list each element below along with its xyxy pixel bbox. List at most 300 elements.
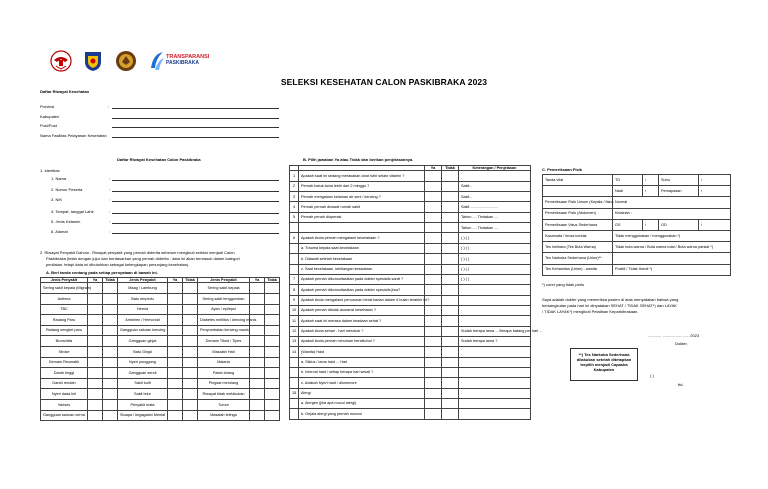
exam-value[interactable]: Positif / Tidak Hamil *) bbox=[613, 264, 731, 275]
tidak-check-cell[interactable] bbox=[183, 389, 198, 400]
tidak-check-cell[interactable] bbox=[265, 368, 280, 379]
ya-answer-cell[interactable] bbox=[425, 171, 442, 181]
table-row bbox=[41, 283, 280, 294]
ya-check-cell[interactable] bbox=[88, 304, 103, 315]
tidak-answer-cell[interactable] bbox=[442, 243, 459, 253]
identity-section-label: 1. Identitas bbox=[40, 168, 60, 173]
explanation-cell[interactable]: Sudah berapa lama ? bbox=[459, 336, 531, 346]
explanation-cell[interactable]: Sudah berapa lama ... Berapa batang per hari ... bbox=[459, 326, 531, 336]
tidak-answer-cell[interactable] bbox=[442, 367, 459, 377]
tidak-check-cell[interactable] bbox=[265, 399, 280, 410]
identity-separator: : bbox=[109, 229, 111, 234]
table-row bbox=[41, 399, 280, 410]
tidak-check-cell[interactable] bbox=[103, 336, 118, 347]
tidak-answer-cell[interactable] bbox=[442, 347, 459, 357]
ya-check-cell[interactable] bbox=[168, 368, 183, 379]
question-text: (Wanita) Haid bbox=[299, 347, 425, 357]
disease-name: Darah rendah bbox=[41, 378, 88, 389]
ya-answer-cell[interactable] bbox=[425, 398, 442, 408]
ya-answer-cell[interactable] bbox=[425, 347, 442, 357]
identity-field-line[interactable] bbox=[112, 223, 279, 224]
tidak-answer-cell[interactable] bbox=[442, 264, 459, 274]
disease-name: Radang sengkel paru bbox=[41, 325, 88, 336]
tidak-check-cell[interactable] bbox=[183, 378, 198, 389]
physical-exam-table bbox=[542, 174, 731, 276]
explanation-cell[interactable] bbox=[459, 285, 531, 295]
ya-answer-cell[interactable] bbox=[425, 367, 442, 377]
ya-check-cell[interactable] bbox=[88, 378, 103, 389]
ya-check-cell[interactable] bbox=[168, 389, 183, 400]
table-row bbox=[290, 254, 531, 264]
tidak-check-cell[interactable] bbox=[183, 368, 198, 379]
explanation-cell[interactable] bbox=[459, 388, 531, 398]
question-number bbox=[290, 254, 299, 264]
ya-answer-cell[interactable] bbox=[425, 336, 442, 346]
ya-check-cell[interactable] bbox=[88, 368, 103, 379]
ya-check-cell[interactable] bbox=[168, 304, 183, 315]
tidak-check-cell[interactable] bbox=[183, 315, 198, 326]
table-row bbox=[290, 202, 531, 212]
table-row bbox=[290, 409, 531, 419]
disease-name: Batu empedu bbox=[118, 294, 168, 305]
table-row bbox=[290, 347, 531, 357]
explanation-cell[interactable]: Sakit... bbox=[459, 181, 531, 191]
question-text: Apakah Anda pernah minuman beralkohol ? bbox=[299, 336, 425, 346]
table-row bbox=[290, 357, 531, 367]
ya-answer-cell[interactable] bbox=[425, 243, 442, 253]
exam-label: Tes Kehamilan (Urine) - wanita bbox=[543, 264, 613, 275]
exam-label: Tanda vital bbox=[543, 175, 613, 186]
question-text: b. Interval haid / setiap berapa hari sekali ? bbox=[299, 367, 425, 377]
identity-field-line[interactable] bbox=[112, 233, 279, 234]
question-text: Apakah saat ini sedang merasakan obat rutin selain vitamin ? bbox=[299, 171, 425, 181]
question-number: 13 bbox=[290, 336, 299, 346]
identity-field-line[interactable] bbox=[112, 213, 279, 214]
question-number: 10 bbox=[290, 305, 299, 315]
table-row bbox=[290, 233, 531, 243]
tidak-answer-cell[interactable] bbox=[442, 274, 459, 284]
identity-label: 3. NIK bbox=[51, 197, 63, 202]
tidak-answer-cell[interactable] bbox=[442, 181, 459, 191]
disease-name: Demam Reumatik bbox=[41, 357, 88, 368]
tidak-answer-cell[interactable] bbox=[442, 357, 459, 367]
identity-separator: : bbox=[109, 176, 111, 181]
ya-check-cell[interactable] bbox=[168, 378, 183, 389]
explanation-cell[interactable] bbox=[459, 367, 531, 377]
ya-check-cell[interactable] bbox=[250, 410, 265, 421]
exam-value[interactable]: / bbox=[643, 175, 659, 186]
disease-name: Patah tulang bbox=[198, 368, 250, 379]
question-text: a. Siklus / lama haid ... Hari bbox=[299, 357, 425, 367]
ya-check-cell[interactable] bbox=[250, 357, 265, 368]
exam-value[interactable]: Kelainan : bbox=[613, 208, 731, 219]
tidak-answer-cell[interactable] bbox=[442, 233, 459, 243]
ya-check-cell[interactable] bbox=[88, 410, 103, 421]
identity-separator: : bbox=[109, 187, 111, 192]
tidak-answer-cell[interactable] bbox=[442, 295, 459, 305]
question-text: Apakah Anda sehari - hari merokok ? bbox=[299, 326, 425, 336]
tidak-check-cell[interactable] bbox=[103, 357, 118, 368]
ya-answer-cell[interactable] bbox=[425, 202, 442, 212]
right-heading: C. Pemeriksaan Fisik bbox=[542, 167, 583, 172]
question-text: Apakah pernah dikonsultasikan pada dokter spesialis jiwa? bbox=[299, 285, 425, 295]
tidak-check-cell[interactable] bbox=[103, 368, 118, 379]
tidak-answer-cell[interactable] bbox=[442, 316, 459, 326]
explanation-cell[interactable] bbox=[459, 305, 531, 315]
ya-check-cell[interactable] bbox=[168, 283, 183, 294]
tidak-check-cell[interactable] bbox=[265, 378, 280, 389]
tidak-check-cell[interactable] bbox=[183, 357, 198, 368]
disease-name: Sering sakit tenggorokan bbox=[198, 294, 250, 305]
exam-label: Pemeriksaan Visus Sederhana bbox=[543, 219, 613, 230]
ya-check-cell[interactable] bbox=[88, 325, 103, 336]
question-number: 3 bbox=[290, 192, 299, 202]
ya-check-cell[interactable] bbox=[168, 399, 183, 410]
disease-name: Pingsan berulang bbox=[198, 378, 250, 389]
disease-name: Sakit telur bbox=[118, 389, 168, 400]
tidak-answer-cell[interactable] bbox=[442, 223, 459, 233]
ya-answer-cell[interactable] bbox=[425, 274, 442, 284]
identity-separator: : bbox=[109, 219, 111, 224]
bpip-emblem-icon bbox=[115, 50, 137, 72]
tidak-check-cell[interactable] bbox=[183, 283, 198, 294]
identity-label: 5. Jenis Kelamin bbox=[51, 219, 81, 224]
table-row bbox=[543, 208, 731, 219]
brand-line-1: TRANSPARANSI bbox=[166, 54, 210, 60]
tidak-answer-cell[interactable] bbox=[442, 388, 459, 398]
questionnaire-table bbox=[289, 165, 543, 420]
tidak-check-cell[interactable] bbox=[103, 378, 118, 389]
tidak-answer-cell[interactable] bbox=[442, 336, 459, 346]
page-title: SELEKSI KESEHATAN CALON PASKIBRAKA 2023 bbox=[280, 77, 488, 87]
exam-value[interactable]: / bbox=[643, 186, 659, 197]
table-row bbox=[41, 389, 280, 400]
ya-check-cell[interactable] bbox=[168, 294, 183, 305]
question-text: Pernah batuk lama lebih dari 2 minggu ? bbox=[299, 181, 425, 191]
explanation-cell[interactable]: ( ) ( ) bbox=[459, 254, 531, 264]
explanation-cell[interactable]: Sakit .......................... bbox=[459, 202, 531, 212]
tidak-answer-cell[interactable] bbox=[442, 305, 459, 315]
table-row bbox=[290, 388, 531, 398]
tidak-check-cell[interactable] bbox=[265, 283, 280, 294]
question-number: 7 bbox=[290, 274, 299, 284]
left-heading: Daftar Riwayat Kesehatan Calon Paskibraka bbox=[117, 157, 201, 162]
tidak-check-cell[interactable] bbox=[103, 315, 118, 326]
ya-check-cell[interactable] bbox=[250, 304, 265, 315]
exam-field-label: TD bbox=[613, 175, 643, 186]
ya-check-cell[interactable] bbox=[250, 283, 265, 294]
disease-name: TBC bbox=[41, 304, 88, 315]
tidak-check-cell[interactable] bbox=[265, 346, 280, 357]
note-line-3: terpilih menjadi Capaska bbox=[580, 362, 628, 367]
identity-field-line[interactable] bbox=[112, 191, 279, 192]
footnote: *) coret yang tidak perlu bbox=[542, 282, 585, 287]
header-field-label: Nama Fasilitas Pelayanan Kesehatan bbox=[40, 132, 107, 138]
explanation-cell[interactable] bbox=[459, 398, 531, 408]
tidak-check-cell[interactable] bbox=[103, 283, 118, 294]
signature-date: ..........., ........................ 2023 bbox=[648, 333, 700, 338]
disease-name: Nyeri dada kiri bbox=[41, 389, 88, 400]
ya-check-cell[interactable] bbox=[88, 346, 103, 357]
explanation-cell[interactable] bbox=[459, 357, 531, 367]
disease-name: Batu Ginjal bbox=[118, 346, 168, 357]
table-row bbox=[290, 326, 531, 336]
table-row bbox=[41, 304, 280, 315]
tidak-check-cell[interactable] bbox=[103, 346, 118, 357]
identity-field-line[interactable] bbox=[112, 180, 279, 181]
question-text: Apakah saat ini merasa dalam keadaan sehat ? bbox=[299, 316, 425, 326]
ya-check-cell[interactable] bbox=[88, 357, 103, 368]
ya-answer-cell[interactable] bbox=[425, 181, 442, 191]
disease-name: Stroke bbox=[41, 346, 88, 357]
table-row bbox=[290, 171, 531, 181]
question-text: Pernah penah dioperasi bbox=[299, 212, 425, 222]
ya-answer-cell[interactable] bbox=[425, 326, 442, 336]
question-number: 11 bbox=[290, 316, 299, 326]
table-row bbox=[290, 223, 531, 233]
ya-answer-cell[interactable] bbox=[425, 409, 442, 419]
ya-answer-cell[interactable] bbox=[425, 254, 442, 264]
ya-check-cell[interactable] bbox=[250, 378, 265, 389]
tidak-check-cell[interactable] bbox=[103, 389, 118, 400]
question-number: 2 bbox=[290, 181, 299, 191]
question-text: c. Adakah Nyeri haid / dismenore bbox=[299, 378, 425, 388]
ya-answer-cell[interactable] bbox=[425, 264, 442, 274]
tidak-check-cell[interactable] bbox=[265, 294, 280, 305]
disease-name: Nyeri punggung bbox=[118, 357, 168, 368]
question-number: 15 bbox=[290, 388, 299, 398]
question-number: 6 bbox=[290, 233, 299, 243]
ya-check-cell[interactable] bbox=[168, 357, 183, 368]
tidak-answer-cell[interactable] bbox=[442, 285, 459, 295]
table-row bbox=[41, 346, 280, 357]
tidak-answer-cell[interactable] bbox=[442, 326, 459, 336]
exam-value[interactable]: / bbox=[699, 219, 731, 230]
tidak-check-cell[interactable] bbox=[183, 399, 198, 410]
statement-line-3: / TIDAK LAYAK*) mengikuti Pelatihan Keparkibrakaan. bbox=[542, 309, 639, 314]
ya-check-cell[interactable] bbox=[88, 389, 103, 400]
tidak-answer-cell[interactable] bbox=[442, 202, 459, 212]
exam-field-label: Nadi bbox=[613, 186, 643, 197]
ya-check-cell[interactable] bbox=[250, 368, 265, 379]
statement-line-1: Saya adalah dokter yang memeriksa pasien di atas menyatakan bahwa yang bbox=[542, 297, 679, 302]
ya-check-cell[interactable] bbox=[168, 410, 183, 421]
ya-answer-cell[interactable] bbox=[425, 192, 442, 202]
tidak-check-cell[interactable] bbox=[265, 325, 280, 336]
disease-name: Radang Paru bbox=[41, 315, 88, 326]
ya-check-cell[interactable] bbox=[168, 336, 183, 347]
table-a-header: Jenis Penyakit bbox=[41, 278, 88, 283]
tidak-answer-cell[interactable] bbox=[442, 398, 459, 408]
tidak-check-cell[interactable] bbox=[103, 304, 118, 315]
ya-check-cell[interactable] bbox=[250, 294, 265, 305]
table-row bbox=[290, 336, 531, 346]
tidak-check-cell[interactable] bbox=[265, 315, 280, 326]
header-field-line[interactable] bbox=[112, 108, 279, 109]
question-text: a. Alergen (jika apa mucul alergi) bbox=[299, 398, 425, 408]
explanation-cell[interactable]: ( ) ( ) bbox=[459, 264, 531, 274]
exam-field-label: Suhu bbox=[659, 175, 699, 186]
exam-value[interactable]: Tidak menggunakan / menggunakan *) bbox=[613, 230, 731, 241]
note-line-2: dilakukan setelah ditetapkan bbox=[576, 357, 632, 362]
disease-name: Gangguan saluran kencing bbox=[118, 325, 168, 336]
table-row bbox=[290, 378, 531, 388]
tidak-check-cell[interactable] bbox=[183, 294, 198, 305]
header-field-line[interactable] bbox=[112, 118, 279, 119]
tidak-answer-cell[interactable] bbox=[442, 192, 459, 202]
question-number bbox=[290, 357, 299, 367]
header-field-line[interactable] bbox=[112, 127, 279, 128]
ya-check-cell[interactable] bbox=[168, 346, 183, 357]
exam-label: Tes Narkoba Sederhana (Urine)** bbox=[543, 253, 613, 264]
exam-value[interactable] bbox=[613, 253, 731, 264]
table-row bbox=[290, 285, 531, 295]
ya-answer-cell[interactable] bbox=[425, 285, 442, 295]
tidak-answer-cell[interactable] bbox=[442, 254, 459, 264]
table-row bbox=[543, 264, 731, 275]
disease-name: Tumor bbox=[198, 399, 250, 410]
exam-field-label: OS bbox=[613, 219, 643, 230]
ya-answer-cell[interactable] bbox=[425, 233, 442, 243]
explanation-cell[interactable] bbox=[459, 409, 531, 419]
narcotics-note-box bbox=[570, 348, 638, 381]
disease-name: Gangguan sendi bbox=[118, 368, 168, 379]
tidak-check-cell[interactable] bbox=[265, 410, 280, 421]
identity-label: 1. Nama bbox=[51, 176, 67, 181]
table-row bbox=[41, 315, 280, 326]
tidak-check-cell[interactable] bbox=[183, 410, 198, 421]
question-number: 9 bbox=[290, 295, 299, 305]
exam-value[interactable]: / bbox=[699, 186, 731, 197]
tidak-check-cell[interactable] bbox=[183, 304, 198, 315]
brand-line-2: PASKIBRAKA bbox=[166, 60, 199, 66]
history-line-3: penilaian, tetapi data ini dibutuhkan sebagai kelengkapan penunjang kesehatan). bbox=[46, 262, 190, 267]
identity-separator: : bbox=[109, 197, 111, 202]
tidak-check-cell[interactable] bbox=[103, 294, 118, 305]
explanation-cell[interactable]: ( ) ( ) bbox=[459, 233, 531, 243]
ya-check-cell[interactable] bbox=[250, 389, 265, 400]
ya-check-cell[interactable] bbox=[88, 399, 103, 410]
exam-label: Pemeriksaan Fisik Umum (Kepala / fisio) bbox=[543, 197, 613, 208]
ya-answer-cell[interactable] bbox=[425, 305, 442, 315]
tidak-answer-cell[interactable] bbox=[442, 409, 459, 419]
ya-check-cell[interactable] bbox=[168, 325, 183, 336]
tidak-answer-cell[interactable] bbox=[442, 171, 459, 181]
disease-name: Gangguan saluran cerna bbox=[41, 410, 88, 421]
ya-check-cell[interactable] bbox=[88, 294, 103, 305]
disease-name: Sering sakit kepala (Migrain) bbox=[41, 283, 88, 294]
disease-name: Malaria bbox=[198, 357, 250, 368]
ya-check-cell[interactable] bbox=[250, 336, 265, 347]
question-text: Apakah pernah ditolak asuransi kesehatan ? bbox=[299, 305, 425, 315]
explanation-cell[interactable]: ( ) ( ) bbox=[459, 243, 531, 253]
table-row bbox=[41, 325, 280, 336]
middle-heading: B. Pilih jawaban Ya atau Tidak dan berikan penjelasannya. bbox=[303, 157, 414, 162]
explanation-cell[interactable] bbox=[459, 295, 531, 305]
explanation-cell[interactable] bbox=[459, 171, 531, 181]
disease-name: Maag / Lambung bbox=[118, 283, 168, 294]
table-a-header: Ya bbox=[88, 278, 103, 283]
ya-check-cell[interactable] bbox=[250, 325, 265, 336]
table-a-header: Tidak bbox=[103, 278, 118, 283]
table-row bbox=[543, 253, 731, 264]
exam-value[interactable]: / bbox=[699, 175, 731, 186]
table-a-heading: A. Beri tanda centang pada setiap pernyataan di bawah ini. bbox=[46, 270, 158, 275]
disease-name: Sakit kulit bbox=[118, 378, 168, 389]
tidak-answer-cell[interactable] bbox=[442, 212, 459, 222]
explanation-cell[interactable]: ( ) ( ) bbox=[459, 274, 531, 284]
exam-value[interactable]: Tidak buta warna / Buta warna total / Buta warna parsial *) bbox=[613, 242, 731, 253]
table-a-header: Ya bbox=[250, 278, 265, 283]
table-row bbox=[41, 368, 280, 379]
tidak-check-cell[interactable] bbox=[265, 357, 280, 368]
explanation-cell[interactable]: Tahun .... Tindakan .... bbox=[459, 212, 531, 222]
header-field-line[interactable] bbox=[112, 137, 279, 138]
tidak-check-cell[interactable] bbox=[183, 325, 198, 336]
question-number: 12 bbox=[290, 326, 299, 336]
explanation-cell[interactable]: Sakit... bbox=[459, 192, 531, 202]
table-row bbox=[41, 336, 280, 347]
ya-answer-cell[interactable] bbox=[425, 212, 442, 222]
question-number bbox=[290, 264, 299, 274]
question-number: 1 bbox=[290, 171, 299, 181]
ya-check-cell[interactable] bbox=[88, 336, 103, 347]
explanation-cell[interactable] bbox=[459, 347, 531, 357]
tidak-check-cell[interactable] bbox=[103, 399, 118, 410]
table-a-header: Tidak bbox=[265, 278, 280, 283]
tidak-check-cell[interactable] bbox=[265, 389, 280, 400]
questionnaire-header: Keterangan / Penjelasan bbox=[459, 166, 531, 171]
tidak-answer-cell[interactable] bbox=[442, 378, 459, 388]
ya-answer-cell[interactable] bbox=[425, 316, 442, 326]
explanation-cell[interactable] bbox=[459, 316, 531, 326]
question-number bbox=[290, 367, 299, 377]
tidak-check-cell[interactable] bbox=[103, 410, 118, 421]
ya-check-cell[interactable] bbox=[250, 399, 265, 410]
question-number bbox=[290, 378, 299, 388]
question-text: Pernah mengalami kelainan air seni / kencing ? bbox=[299, 192, 425, 202]
ya-answer-cell[interactable] bbox=[425, 357, 442, 367]
disease-name: Ayan / epilepsi bbox=[198, 304, 250, 315]
disease-name: Riwayat tidak melakukan bbox=[198, 389, 250, 400]
explanation-cell[interactable] bbox=[459, 378, 531, 388]
explanation-cell[interactable]: Tahun .... Tindakan .... bbox=[459, 223, 531, 233]
disease-name: Hernia bbox=[118, 304, 168, 315]
exam-field-label: Pernapasan bbox=[659, 186, 699, 197]
exam-value[interactable]: Normal bbox=[613, 197, 731, 208]
question-number: 8 bbox=[290, 285, 299, 295]
ya-answer-cell[interactable] bbox=[425, 223, 442, 233]
exam-label bbox=[543, 186, 613, 197]
ya-check-cell[interactable] bbox=[168, 315, 183, 326]
tidak-check-cell[interactable] bbox=[265, 336, 280, 347]
ya-check-cell[interactable] bbox=[250, 346, 265, 357]
ya-answer-cell[interactable] bbox=[425, 378, 442, 388]
statement-line-2: bersangkutan pada hari ini dinyatakan SEHAT / TIDAK SEHAT*) dan LAYAK bbox=[542, 303, 677, 308]
history-line-2: Paskibraka (telah dengan jujur dan berdasarkan yang pernah diderita : data ini akan termasuk dalam kategori bbox=[46, 256, 240, 261]
table-row bbox=[290, 367, 531, 377]
ya-check-cell[interactable] bbox=[88, 315, 103, 326]
ya-answer-cell[interactable] bbox=[425, 388, 442, 398]
tidak-check-cell[interactable] bbox=[183, 346, 198, 357]
identity-field-line[interactable] bbox=[112, 201, 279, 202]
tidak-check-cell[interactable] bbox=[265, 304, 280, 315]
tidak-check-cell[interactable] bbox=[183, 336, 198, 347]
tidak-check-cell[interactable] bbox=[103, 325, 118, 336]
exam-value[interactable]: / bbox=[643, 219, 659, 230]
exam-label: Kacamata / lensa kontak bbox=[543, 230, 613, 241]
table-row bbox=[41, 410, 280, 421]
